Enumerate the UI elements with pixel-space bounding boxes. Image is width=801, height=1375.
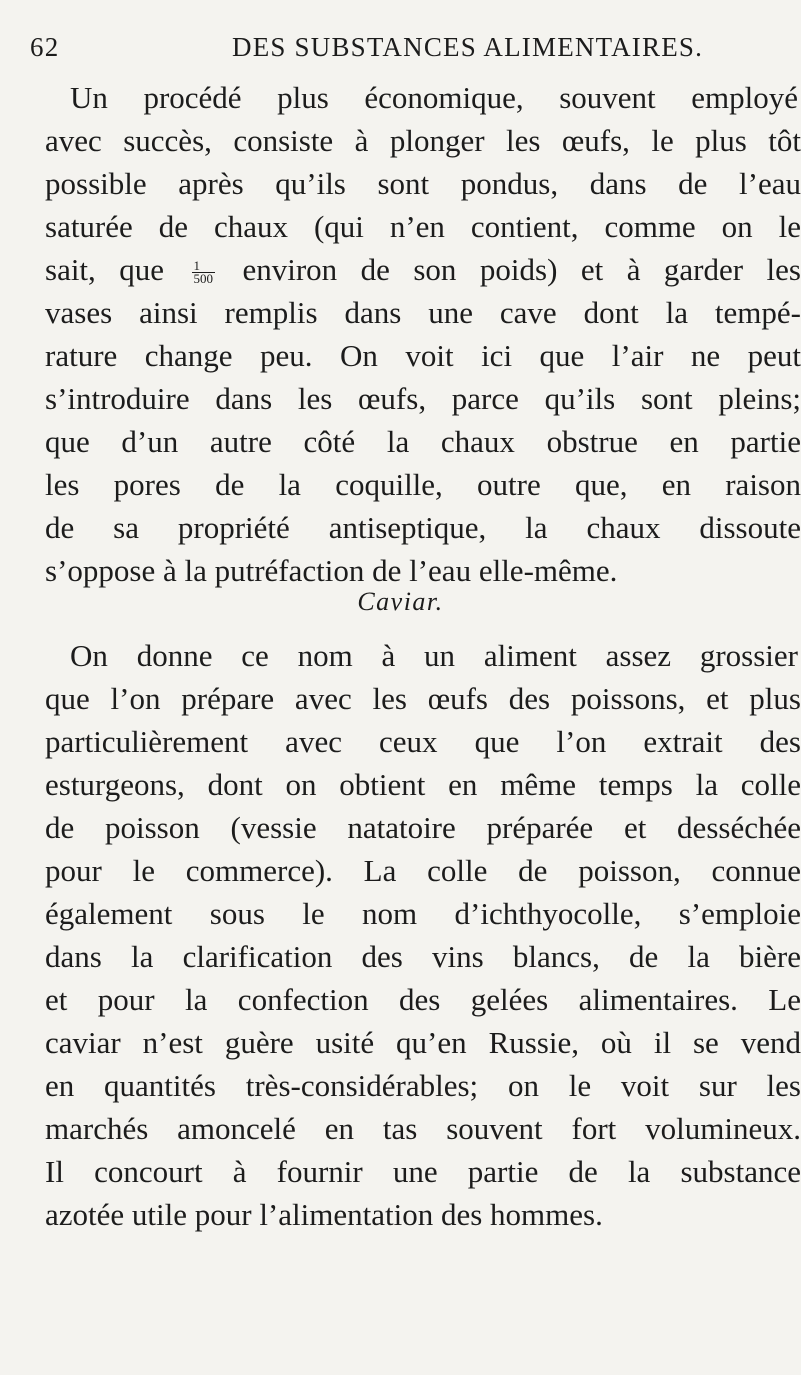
text-line: vases ainsi remplis dans une cave dont la tempé- [45,295,801,330]
text-line: que d’un autre côté la chaux obstrue en partie [45,424,801,459]
text-line: de sa propriété antiseptique, la chaux dissoute [45,510,801,545]
text-line-with-fraction [45,250,801,290]
text-line: et pour la confection des gelées alimentaires. Le [45,982,801,1017]
text-line: Un procédé plus économique, souvent employé [70,80,798,115]
running-head [30,32,800,68]
text-line: avec succès, consiste à plonger les œufs, le plus tôt [45,123,801,158]
fraction [192,260,216,285]
text-line: également sous le nom d’ichthyocolle, s’emploie [45,896,801,931]
fraction-numerator: 1 [192,260,216,273]
text-line: s’introduire dans les œufs, parce qu’ils sont pleins; [45,381,801,416]
text-line: On donne ce nom à un aliment assez grossier [70,638,798,673]
text-line: dans la clarification des vins blancs, de la bière [45,939,801,974]
line-segment: environ de son poids) et à garder les [242,252,801,287]
text-line: s’oppose à la putréfaction de l’eau elle-même. [45,553,618,588]
section-heading: Caviar. [357,587,444,616]
fraction-denominator: 500 [193,271,213,287]
text-line: que l’on prépare avec les œufs des poissons, et plus [45,681,801,716]
text-line: pour le commerce). La colle de poisson, connue [45,853,801,888]
text-line: caviar n’est guère usité qu’en Russie, où il se vend [45,1025,801,1060]
text-line: marchés amoncelé en tas souvent fort volumineux. [45,1111,801,1146]
text-line: azotée utile pour l’alimentation des hommes. [45,1197,603,1232]
text-line: en quantités très-considérables; on le voit sur les [45,1068,801,1103]
text-line: Il concourt à fournir une partie de la substance [45,1154,801,1189]
text-line: rature change peu. On voit ici que l’air ne peut [45,338,801,373]
text-line: saturée de chaux (qui n’en contient, comme on le [45,209,801,244]
page-number: 62 [30,32,60,62]
text-line: de poisson (vessie natatoire préparée et desséchée [45,810,801,845]
text-line: particulièrement avec ceux que l’on extrait des [45,724,801,759]
text-line: possible après qu’ils sont pondus, dans de l’eau [45,166,801,201]
text-line: esturgeons, dont on obtient en même temps la colle [45,767,801,802]
line-segment: sait, que [45,252,165,287]
text-line: les pores de la coquille, outre que, en raison [45,467,801,502]
running-head-title: DES SUBSTANCES ALIMENTAIRES. [232,32,704,62]
